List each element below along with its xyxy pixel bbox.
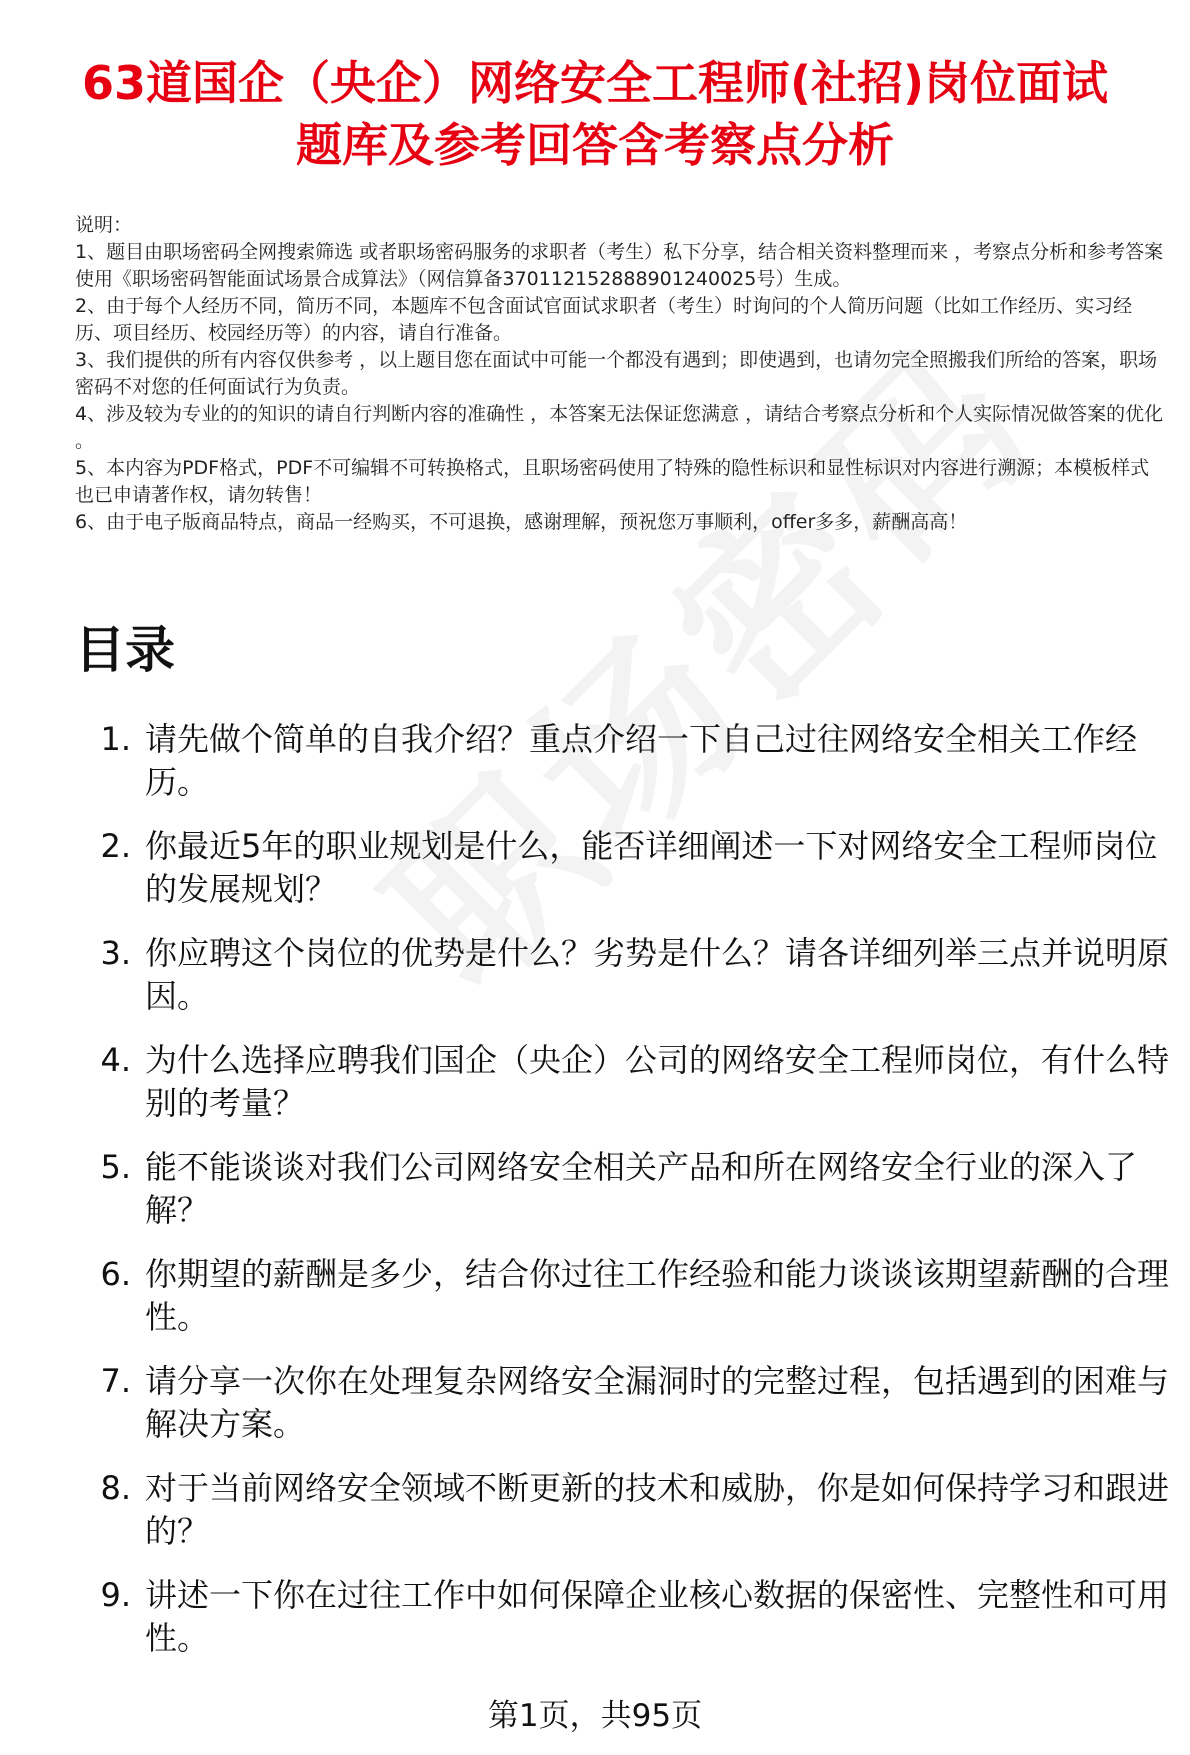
toc-item[interactable] [75,1253,1170,1339]
toc-item-number: 5. [100,1148,131,1186]
toc-item-number: 8. [100,1469,131,1507]
toc-item-text: 你期望的薪酬是多少，结合你过往工作经验和能力谈谈该期望薪酬的合理性。 [145,1255,1170,1336]
toc-item-number: 2. [100,827,131,865]
page-footer: 第1页，共95页 [487,1698,703,1734]
toc-item-text: 请先做个简单的自我介绍？重点介绍一下自己过往网络安全相关工作经历。 [145,720,1138,801]
toc-item-text: 你最近5年的职业规划是什么，能否详细阐述一下对网络安全工程师岗位的发展规划？ [145,827,1158,908]
note-item: 4、涉及较为专业的的知识的请自行判断内容的准确性 ，本答案无法保证您满意 ，请结合考察点分析和个人实际情况做答案的优化 。 [75,403,1164,452]
toc-item[interactable] [75,932,1170,1018]
toc-item-number: 6. [100,1255,131,1293]
toc-item[interactable] [75,1574,1170,1660]
notes-section [75,212,1165,536]
toc-item[interactable] [75,718,1170,804]
toc-item-text: 能不能谈谈对我们公司网络安全相关产品和所在网络安全行业的深入了解？ [145,1148,1138,1229]
toc-item[interactable] [75,1467,1170,1553]
toc-item-number: 9. [100,1576,131,1614]
toc-item[interactable] [75,1360,1170,1446]
toc-item-number: 1. [100,720,131,758]
document-title: 63道国企（央企）网络安全工程师(社招)岗位面试题库及参考回答含考察点分析 [81,56,1109,172]
toc-item-number: 7. [100,1362,131,1400]
note-item: 5、本内容为PDF格式，PDF不可编辑不可转换格式，且职场密码使用了特殊的隐性标识和显性标识对内容进行溯源；本模板样式也已申请著作权，请勿转售！ [75,457,1150,506]
toc-item-text: 对于当前网络安全领域不断更新的技术和威胁，你是如何保持学习和跟进的？ [145,1469,1170,1550]
toc-item-text: 你应聘这个岗位的优势是什么？劣势是什么？请各详细列举三点并说明原因。 [145,934,1170,1015]
toc-list [75,718,1170,1681]
note-item: 2、由于每个人经历不同，简历不同，本题库不包含面试官面试求职者（考生）时询问的个人简历问题（比如工作经历、实习经历、项目经历、校园经历等）的内容，请自行准备。 [75,295,1133,344]
toc-item-text: 为什么选择应聘我们国企（央企）公司的网络安全工程师岗位，有什么特别的考量？ [145,1041,1170,1122]
notes-heading: 说明： [75,214,133,236]
toc-item-number: 4. [100,1041,131,1079]
toc-item-number: 3. [100,934,131,972]
toc-item[interactable] [75,1039,1170,1125]
toc-item[interactable] [75,825,1170,911]
toc-item-text: 请分享一次你在处理复杂网络安全漏洞时的完整过程，包括遇到的困难与解决方案。 [145,1362,1170,1443]
toc-item[interactable] [75,1146,1170,1232]
toc-item-text: 讲述一下你在过往工作中如何保障企业核心数据的保密性、完整性和可用性。 [145,1576,1170,1657]
toc-heading: 目录 [75,621,175,679]
note-item: 6、由于电子版商品特点，商品一经购买，不可退换，感谢理解，预祝您万事顺利，offer多多，薪酬高高！ [75,511,968,533]
note-item: 1、题目由职场密码全网搜索筛选 或者职场密码服务的求职者（考生）私下分享，结合相关资料整理而来 ，考察点分析和参考答案使用《职场密码智能面试场景合成算法》（网信算备370112152888901240025号）生成。 [75,241,1164,290]
note-item: 3、我们提供的所有内容仅供参考 ，以上题目您在面试中可能一个都没有遇到；即使遇到，也请勿完全照搬我们所给的答案，职场密码不对您的任何面试行为负责。 [75,349,1158,398]
